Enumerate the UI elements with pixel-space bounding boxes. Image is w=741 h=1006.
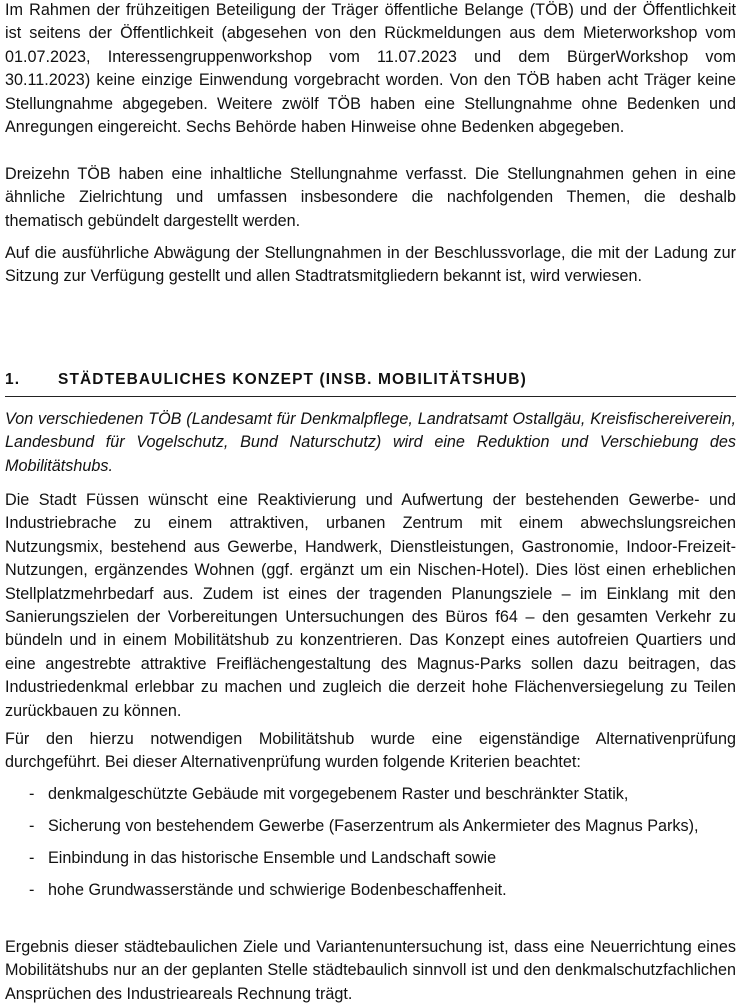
list-item [5, 879, 736, 902]
list-item [5, 847, 736, 870]
section-heading [5, 370, 736, 397]
section-title: STÄDTEBAULICHES KONZEPT (INSB. MOBILITÄTSHUB) [58, 371, 527, 388]
intro-paragraph-reference: Auf die ausführliche Abwägung der Stellungnahmen in der Beschlussvorlage, die mit der Ladung zur Sitzung zur Verfügung gestellt und allen Stadtratsmitgliedern bekannt ist, wird verwiesen. [5, 244, 736, 286]
section-number: 1. [5, 371, 21, 388]
list-item-text: Einbindung in das historische Ensemble und Landschaft sowie [48, 848, 497, 867]
section-paragraph-concept: Die Stadt Füssen wünscht eine Reaktivierung und Aufwertung der bestehenden Gewerbe- und Industriebrache zu einem attraktiven, urbanen Zentrum mit einem abwechslungsreichen Nutzungsmix, bestehend aus Gewerbe, Handwerk, Dienstleistungen, Gastronomie, Indoor-Freizeit-Nutzungen, ergänzendes Wohnen (ggf. ergänzt um ein Nischen-Hotel). Dies löst einen erheblichen Stellplatzmehrbedarf aus. Zudem ist eines der tragenden Planungsziele – im Einklang mit den Sanierungszielen der Vorbereitungen Untersuchungen des Büros f64 – den gesamten Verkehr zu bündeln und in einem Mobilitätshub zu konzentrieren. Das Konzept eines autofreien Quartiers und eine angestrebte attraktive Freiflächengestaltung des Magnus-Parks sollen dazu beitragen, das Industriedenkmal erlebbar zu machen und zugleich die derzeit hohe Flächenversiegelung zu Teilen zurückbauen zu können. [5, 491, 736, 720]
intro-paragraph-participation: Im Rahmen der frühzeitigen Beteiligung der Träger öffentliche Belange (TÖB) und der Öffentlichkeit ist seitens der Öffentlichkeit (abgesehen von den Rückmeldungen aus dem Mieterworkshop vom 01.07.2023, Interessengruppenworkshop vom 11.07.2023 und dem BürgerWorkshop vom 30.11.2023) keine einzige Einwendung vorgebracht worden. Von den TÖB haben acht Träger keine Stellungnahme abgegeben. Weitere zwölf TÖB haben eine Stellungnahme ohne Bedenken und Anregungen eingereicht. Sechs Behörde haben Hinweise ohne Bedenken abgegeben. [5, 1, 736, 137]
bullet-dash: - [29, 848, 35, 867]
list-item [5, 815, 736, 838]
section-paragraph-alternatives: Für den hierzu notwendigen Mobilitätshub wurde eine eigenständige Alternativenprüfung durchgeführt. Bei dieser Alternativenprüfung wurden folgende Kriterien beachtet: [5, 730, 736, 772]
list-item-text: hohe Grundwasserstände und schwierige Bodenbeschaffenheit. [48, 880, 507, 899]
list-item-text: Sicherung von bestehendem Gewerbe (Faserzentrum als Ankermieter des Magnus Parks), [48, 816, 699, 835]
bullet-dash: - [29, 785, 35, 803]
list-item-text: denkmalgeschützte Gebäude mit vorgegebenem Raster und beschränkter Statik, [48, 785, 629, 803]
intro-paragraph-statements: Dreizehn TÖB haben eine inhaltliche Stellungnahme verfasst. Die Stellungnahmen gehen in eine ähnliche Zielrichtung und umfassen insbesondere die nachfolgenden Themen, die deshalb thematisch gebündelt dargestellt werden. [5, 165, 736, 230]
criteria-list [5, 783, 736, 911]
section-conclusion: Ergebnis dieser städtebaulichen Ziele und Variantenuntersuchung ist, dass eine Neuerrichtung eines Mobilitätshubs nur an der geplanten Stelle städtebaulich sinnvoll ist und den denkmalschutzfachlichen Ansprüchen des Industrieareals Rechnung trägt. [5, 938, 736, 1003]
section-summary-italic: Von verschiedenen TÖB (Landesamt für Denkmalpflege, Landratsamt Ostallgäu, Kreisfischereiverein, Landesbund für Vogelschutz, Bund Naturschutz) wird eine Reduktion und Verschiebung des Mobilitätshubs. [5, 410, 736, 475]
list-item [5, 783, 736, 806]
bullet-dash: - [29, 816, 35, 835]
bullet-dash: - [29, 880, 35, 899]
